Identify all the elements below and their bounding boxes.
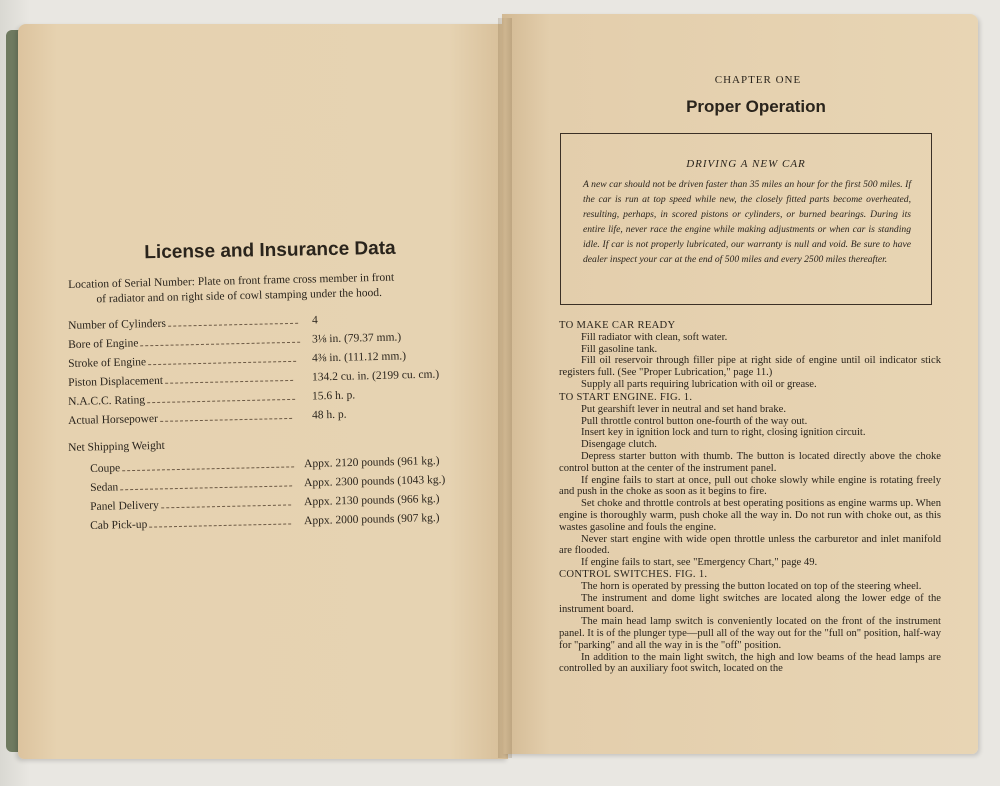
weight-value: Appx. 2300 pounds (1043 kg.)	[303, 473, 446, 490]
leader-dots	[160, 418, 292, 422]
paragraph: In addition to the main light switch, the high and low beams of the head lamps are controlled by an auxiliary foot switch, located on the	[559, 651, 941, 675]
leader-dots	[140, 342, 300, 347]
net-shipping-weight-label: Net Shipping Weight	[68, 439, 165, 454]
paragraph: Never start engine with wide open throttle unless the carburetor and inlet manifold are flooded.	[559, 533, 941, 557]
serial-continuation: of radiator and on right side of cowl stamping under the hood.	[96, 286, 383, 306]
paragraph: Set choke and throttle controls at best operating positions as engine warms up. When engine is thoroughly warm, push choke all the way in. Do not run with choke out, as this wastes gasoline and fouls the engine.	[559, 498, 941, 533]
leader-dots	[165, 380, 293, 384]
spec-label: Piston Displacement	[68, 374, 164, 389]
section-start-engine	[559, 392, 941, 569]
leader-dots	[120, 485, 292, 490]
paragraph: Fill oil reservoir through filler pipe at right side of engine until oil indicator stick registers full. (See "Proper Lubrication," page 11.)	[559, 355, 941, 379]
paragraph: Fill gasoline tank.	[581, 343, 658, 355]
section-control-switches	[559, 569, 941, 675]
section-make-car-ready	[559, 320, 941, 391]
spec-value: 4	[311, 314, 318, 327]
driving-new-car-box	[560, 133, 932, 305]
section-heading: CONTROL SWITCHES. FIG. 1.	[559, 569, 708, 580]
chapter-title: Proper Operation	[686, 97, 826, 116]
spec-value: 48 h. p.	[311, 408, 347, 422]
spec-label: Stroke of Engine	[68, 356, 147, 370]
spec-label: Bore of Engine	[68, 337, 139, 351]
paragraph: Supply all parts requiring lubrication with oil or grease.	[581, 378, 817, 390]
spec-label: N.A.C.C. Rating	[68, 394, 146, 408]
leader-dots	[147, 399, 295, 403]
leader-dots	[148, 361, 296, 365]
box-title: DRIVING A NEW CAR	[686, 158, 806, 170]
paragraph: Disengage clutch.	[581, 439, 657, 451]
weight-label: Coupe	[90, 462, 121, 475]
book-gutter	[498, 18, 512, 758]
weight-value: Appx. 2120 pounds (961 kg.)	[303, 455, 440, 471]
paragraph: The instrument and dome light switches are located along the lower edge of the instrument board.	[559, 592, 941, 616]
leader-dots	[122, 466, 294, 471]
weight-value: Appx. 2130 pounds (966 kg.)	[303, 493, 440, 509]
leader-dots	[168, 323, 298, 327]
spec-label: Actual Horsepower	[68, 412, 158, 427]
chapter-label: CHAPTER ONE	[714, 74, 802, 86]
paragraph: Put gearshift lever in neutral and set hand brake.	[581, 403, 787, 415]
section-heading: TO MAKE CAR READY	[559, 320, 676, 331]
spec-value: 134.2 cu. in. (2199 cu. cm.)	[311, 368, 440, 384]
paragraph: The horn is operated by pressing the button located on top of the steering wheel.	[581, 580, 922, 592]
spec-value: 15.6 h. p.	[311, 389, 356, 403]
spec-label: Number of Cylinders	[68, 317, 166, 332]
section-heading: TO START ENGINE. FIG. 1.	[559, 392, 693, 403]
serial-label: Location of Serial Number: Plate on front frame cross member in front	[68, 271, 395, 291]
paragraph: If engine fails to start at once, pull out choke slowly while engine is rotating freely and push in the choke as soon as it begins to fire.	[559, 474, 941, 498]
paragraph: Fill radiator with clean, soft water.	[581, 331, 728, 343]
paragraph: If engine fails to start, see "Emergency Chart," page 49.	[581, 557, 818, 569]
paragraph: Insert key in ignition lock and turn to right, closing ignition circuit.	[581, 427, 866, 439]
license-title: License and Insurance Data	[144, 237, 396, 264]
leader-dots	[149, 523, 291, 527]
paragraph: Depress starter button with thumb. The button is located directly above the choke control button at the center of the instrument panel.	[559, 450, 941, 474]
weight-label: Panel Delivery	[90, 499, 159, 513]
paragraph: Pull throttle control button one-fourth of the way out.	[581, 415, 808, 427]
paragraph: The main head lamp switch is conveniently located on the front of the instrument panel. It is of the plunger type—pull all of the way out for the "full on" position, half-way for "parking" and all the way in is the "off" position.	[559, 616, 941, 651]
spec-value: 3⅛ in. (79.37 mm.)	[311, 331, 402, 346]
box-text: A new car should not be driven faster than 35 miles an hour for the first 500 miles. If the car is run at top speed while new, the closely fitted parts become overheated, resulting, perhaps, in scored pistons or cylinders, or burned bearings. During its entire life, never race the engine while making adjustments or when car is standing idle. If car is not properly lubricated, our warranty is null and void. Be sure to have dealer inspect your car at the end of 500 miles and every 2500 miles thereafter.	[583, 179, 911, 265]
weight-label: Cab Pick-up	[90, 518, 148, 532]
weight-value: Appx. 2000 pounds (907 kg.)	[303, 512, 440, 528]
spec-value: 4⅜ in. (111.12 mm.)	[311, 350, 407, 365]
leader-dots	[161, 504, 291, 508]
weight-label: Sedan	[90, 481, 119, 494]
